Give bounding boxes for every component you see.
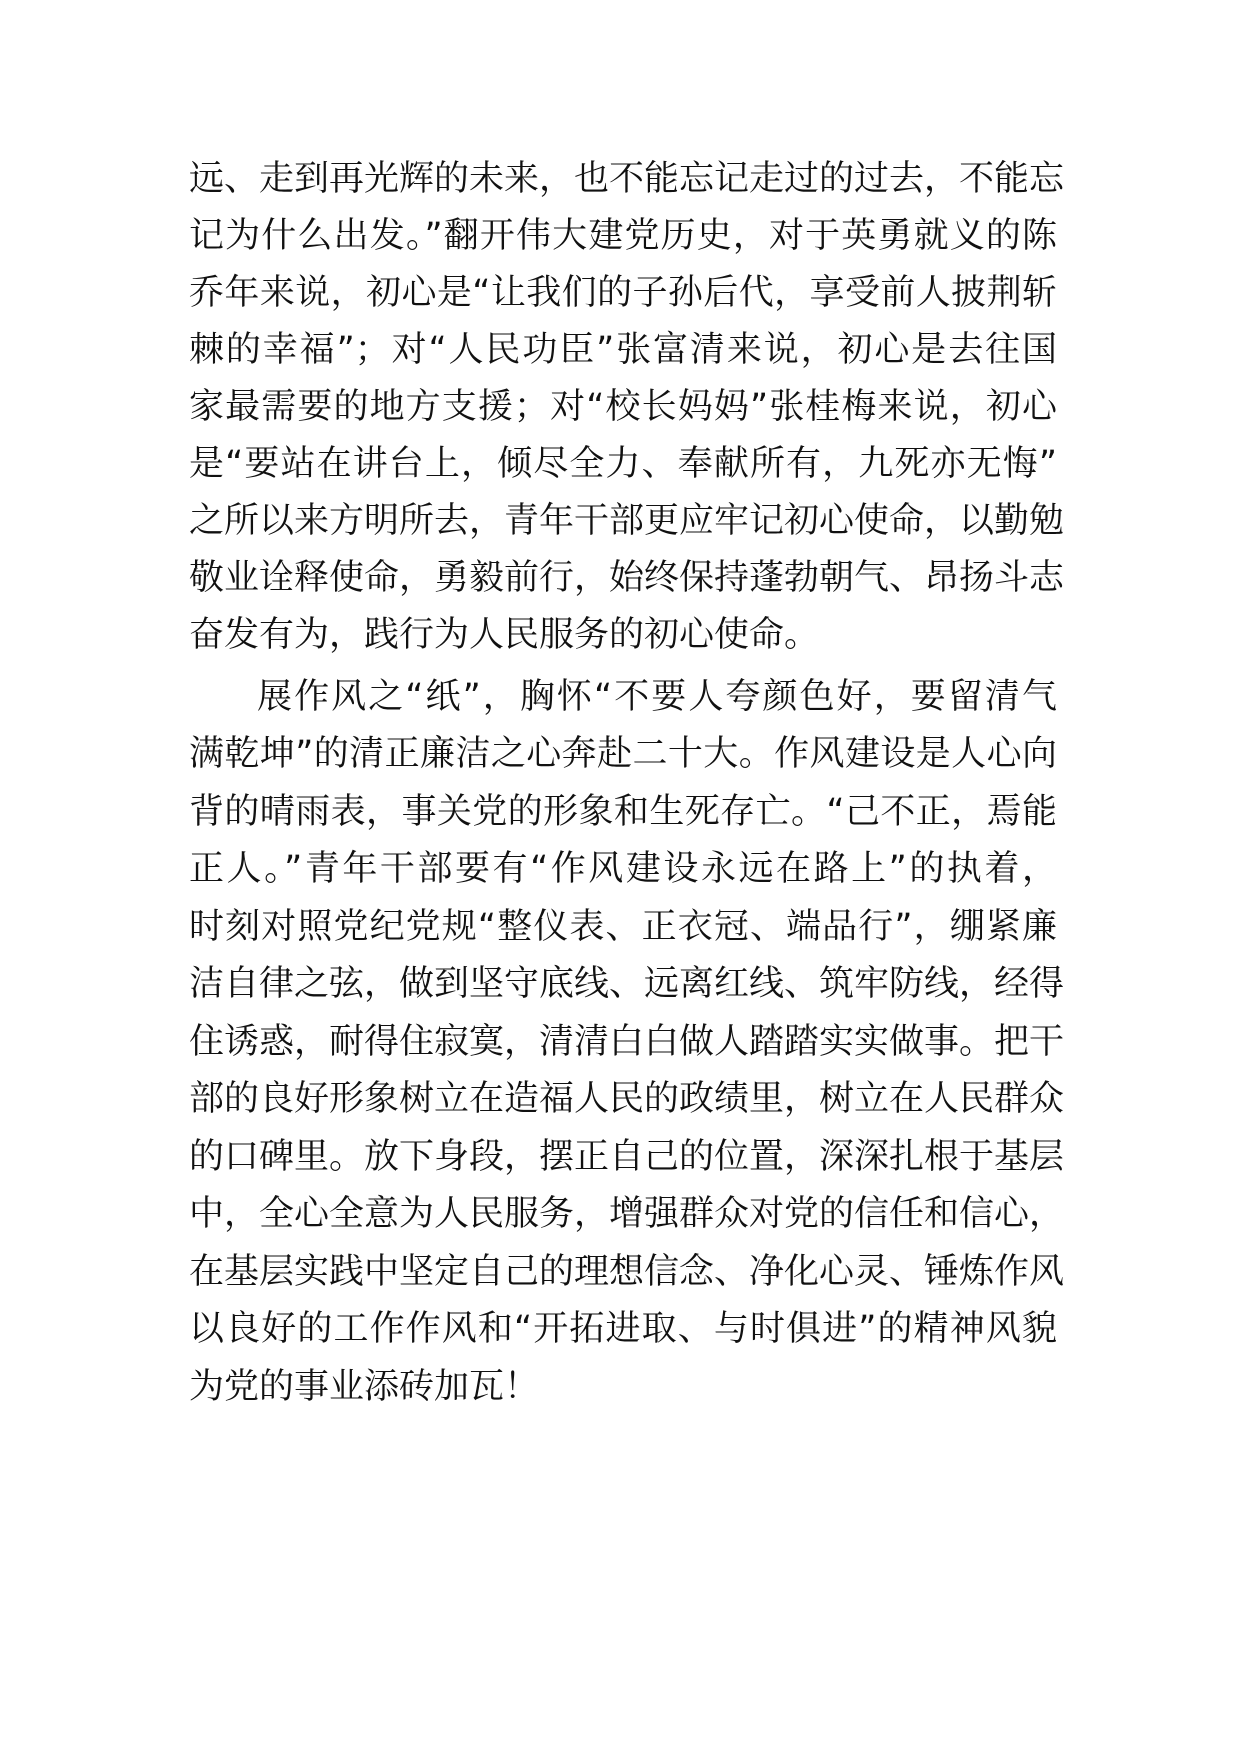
text-line: 乔年来说，初心是“让我们的子孙后代，享受前人披荆斩 — [189, 273, 1057, 313]
text-line: 正人。”青年干部要有“作风建设永远在路上”的执着， — [189, 849, 1057, 889]
text-line: 是“要站在讲台上，倾尽全力、奉献所有，九死亦无悔” — [189, 444, 1057, 484]
text-line: 满乾坤”的清正廉洁之心奔赴二十大。作风建设是人心向 — [189, 734, 1057, 774]
text-line: 洁自律之弦，做到坚守底线、远离红线、筑牢防线，经得 — [189, 964, 1065, 1004]
text-line: 远、走到再光辉的未来，也不能忘记走过的过去，不能忘 — [189, 159, 1065, 199]
text-line: 棘的幸福”；对“人民功臣”张富清来说，初心是去往国 — [189, 330, 1057, 370]
text-line: 中，全心全意为人民服务，增强群众对党的信任和信心， — [189, 1194, 1065, 1234]
text-line: 奋发有为，践行为人民服务的初心使命。 — [189, 615, 820, 655]
text-line: 之所以来方明所去，青年干部更应牢记初心使命，以勤勉 — [189, 501, 1065, 541]
text-line: 住诱惑，耐得住寂寞，清清白白做人踏踏实实做事。把干 — [189, 1022, 1065, 1062]
text-line: 部的良好形象树立在造福人民的政绩里，树立在人民群众 — [189, 1079, 1065, 1119]
text-line: 时刻对照党纪党规“整仪表、正衣冠、端品行”，绷紧廉 — [189, 907, 1057, 947]
text-line: 的口碑里。放下身段，摆正自己的位置，深深扎根于基层 — [189, 1137, 1065, 1177]
text-line: 展作风之“纸”，胸怀“不要人夸颜色好，要留清气 — [257, 677, 1057, 717]
text-line: 家最需要的地方支援；对“校长妈妈”张桂梅来说，初心 — [189, 387, 1057, 427]
text-line: 以良好的工作作风和“开拓进取、与时俱进”的精神风貌 — [189, 1309, 1057, 1349]
text-line: 敬业诠释使命，勇毅前行，始终保持蓬勃朝气、昂扬斗志 — [189, 558, 1065, 598]
text-line: 记为什么出发。”翻开伟大建党历史，对于英勇就义的陈 — [189, 216, 1057, 256]
text-line: 在基层实践中坚定自己的理想信念、净化心灵、锤炼作风 — [189, 1252, 1065, 1292]
text-line: 为党的事业添砖加瓦！ — [189, 1367, 540, 1407]
text-line: 背的晴雨表，事关党的形象和生死存亡。“己不正，焉能 — [189, 792, 1057, 832]
